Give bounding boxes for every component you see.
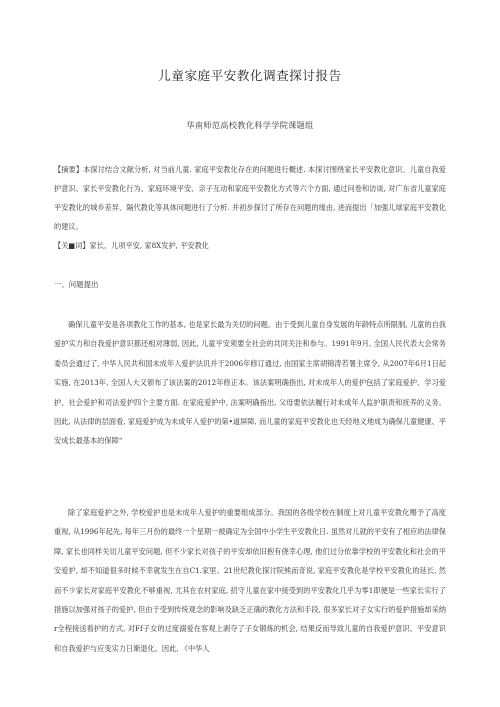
body-paragraph-2-text: 除了家庭爱护之外, 学校爱护也是未成年人爱护的重要组成部分。我国的各级学校在制度上对儿童平安教化赐予了高度重视, 从1996年起先, 每年三月份的最终一个星期一被确定为全国中小学生平安教化日. 虽然对儿就的平安有了相应的法律保障, 家长也同样关切儿童平安问题, 但不少家长对孩子的平安却依旧抱有侥幸心理, 他们过分依靠学校的平安教化和社会的平安爱护, 却不知道很多时候不幸就发生在自C1.家里。21世纪教化探讨院熊而奇说, 家庭平安教化是学校平安教化的延长, 然而不少家长对家庭平安教化不够重视, 尤其在农村家庭, 招守儿童在家中接受到的平安教化几乎为零1即便是一些家长实行了措施以加强对孩子的爱护, 但由于受到传统观念的影响及缺乏正确的教化方法和手段, 很多家长对子女实行的爱护措施却采纳r全程接送看护的方式, 对Ff子女的过度溺爱在客观上剥夺了子女锻炼的机会, 结果反而导致儿童的自我爱护意识、平安意识和自我爱护与应变实力日渐退化。因此, 《中华人 xyxy=(54,508,446,653)
body-paragraph-1 xyxy=(54,315,446,451)
keywords-line: 【关■词】家长、儿项平安, 家8X发护, 平安教化 xyxy=(54,241,209,250)
document-title: 儿童家庭平安教化调查探讨报告 xyxy=(158,68,342,83)
section-heading: 一、问题提出 xyxy=(54,280,99,289)
body-paragraph-2 xyxy=(54,503,446,658)
author-organization: 华南师范高校教化科学学院课题组 xyxy=(186,120,314,130)
abstract-paragraph: 【摘要】本探讨结合文献分析, 对当前儿童. 家庭平安教化存在的问题进行概述. 本探讨围绕家长平安教化意识、儿童自我爱护意识、家长平安教化行为、家庭环境平安、亲子互动和家庭平安教化方式等六个方面, 通过问卷和访谈, 对广东省儿童家庭平安教化的城乡差异、隔代教化等具体问题进行了分析. 并初步探讨了所存在问题的缘由, 进而提出「加强儿球家庭平安教化的建议。 xyxy=(54,165,446,231)
body-paragraph-1-text: 确保儿童平安是各项教化工作的基本, 也是家长最为关切的问题。由于受到儿童自身发展的年龄特点所限制, 儿童的自我爱护实力和自我爱护意识都还相对薄弱, 因此, 儿童平安须要全社会的共同关注和参与。1991年9月, 全国人民代表大会常务委员会通过了, 中华人民共和国未成年人爱护法讥并于2006年修订通过, 由国家主席胡锦涛若署主席令, 从2007年6月1日起实施, 在2013年, 全国人大又颁布了该法案的2012年修正本。该法案明确指出, 对未成年人的爱护包括了家庭爱护、学习爱护、社会爱护和司法爱护四个主要方面. 在家庭爱护中, 法案明确指出, 父母要依法履行对未成年人监护职责和抚养的义务。因此, 从法律的层面看, 家庭爱护成为未成年人爱护的第•道屏障, 而儿童的家庭平安教化也天经地义地成为确保儿童健康、平安成长最基本的保障“ xyxy=(54,320,446,446)
